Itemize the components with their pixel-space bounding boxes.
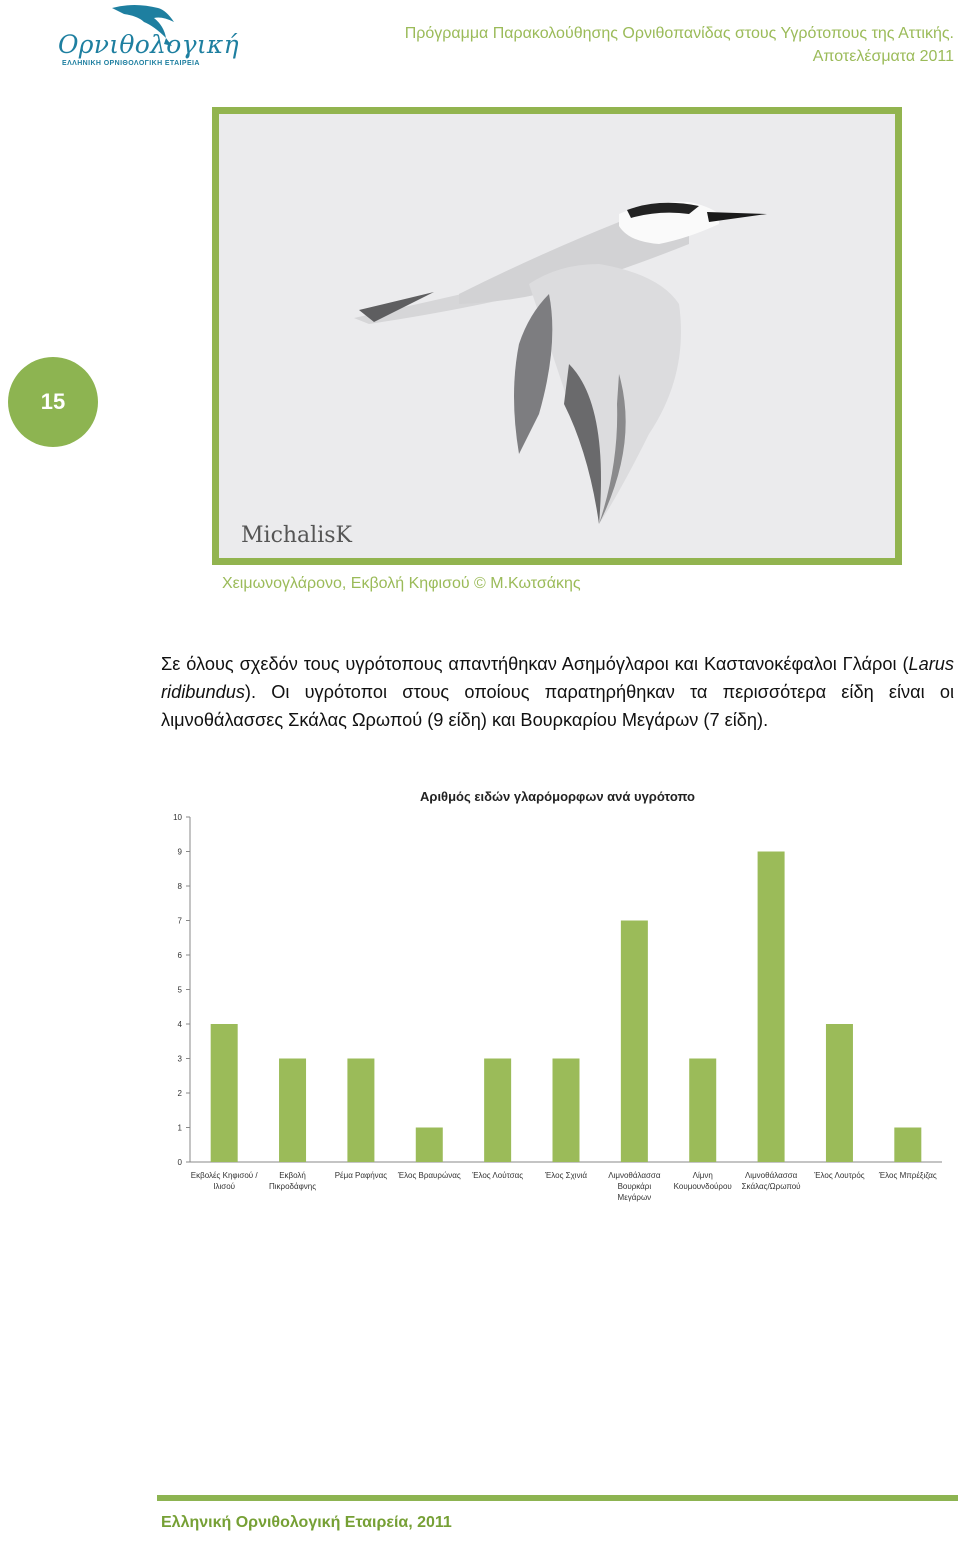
x-tick-label: Λιμνοθάλασσα bbox=[608, 1171, 661, 1180]
header-title-line2: Αποτελέσματα 2011 bbox=[812, 48, 954, 65]
x-tick-label: Λιμνοθάλασσα bbox=[744, 1171, 798, 1180]
x-tick-label: Έλος Λούτσας bbox=[472, 1171, 524, 1180]
logo-subtitle: ΕΛΛΗΝΙΚΗ ΟΡΝΙΘΟΛΟΓΙΚΗ ΕΤΑΙΡΕΙΑ bbox=[62, 60, 200, 67]
body-text-part1: Σε όλους σχεδόν τους υγρότοπους απαντήθηκαν Ασημόγλαροι και Καστανοκέφαλοι Γλάροι ( bbox=[161, 654, 909, 674]
footer-text: Ελληνική Ορνιθολογική Εταιρεία, 2011 bbox=[161, 1514, 452, 1531]
footer-divider bbox=[157, 1495, 958, 1501]
logo bbox=[54, 2, 239, 72]
bar bbox=[484, 1059, 511, 1163]
document-header bbox=[405, 22, 954, 68]
x-tick-label: Έλος Λουτρός bbox=[814, 1171, 865, 1180]
bar-chart bbox=[160, 780, 950, 1210]
x-tick-label: Εκβολή bbox=[279, 1171, 306, 1180]
y-tick-label: 3 bbox=[177, 1054, 182, 1064]
x-tick-label: Βουρκάρι bbox=[617, 1182, 652, 1191]
header-title-line1: Πρόγραμμα Παρακολούθησης Ορνιθοπανίδας στους Υγρότοπους της Αττικής. bbox=[404, 25, 954, 42]
x-tick-label: Έλος Βραυρώνας bbox=[397, 1171, 461, 1180]
x-tick-label: Ρέμα Ραφήνας bbox=[334, 1171, 388, 1180]
x-tick-label: Έλος Σχινιά bbox=[544, 1171, 588, 1180]
y-tick-label: 7 bbox=[177, 916, 182, 926]
y-tick-label: 4 bbox=[177, 1020, 182, 1029]
y-tick-label: 5 bbox=[177, 985, 182, 995]
y-tick-label: 2 bbox=[177, 1089, 182, 1098]
bar bbox=[894, 1128, 921, 1163]
x-tick-label: Ιλισού bbox=[213, 1182, 236, 1191]
x-tick-label: Κουμουνδούρου bbox=[673, 1182, 732, 1191]
y-tick-label: 9 bbox=[177, 847, 182, 857]
bird-photo bbox=[212, 107, 902, 565]
bar bbox=[689, 1059, 716, 1163]
bar bbox=[211, 1024, 238, 1162]
bar bbox=[826, 1024, 853, 1162]
species-latin-name: Larus ridibundus bbox=[161, 654, 954, 702]
y-tick-label: 10 bbox=[173, 813, 182, 822]
page-number-badge: 15 bbox=[8, 357, 98, 447]
bar bbox=[621, 921, 648, 1163]
body-paragraph bbox=[161, 650, 954, 734]
bar bbox=[347, 1059, 374, 1163]
body-text-part2: ). Οι υγρότοποι στους οποίους παρατηρήθηκαν τα περισσότερα είδη είναι οι λιμνοθάλασσες Σκάλας Ωρωπού (9 είδη) και Βουρκαρίου Μεγάρων (7 είδη). bbox=[161, 682, 954, 730]
bar bbox=[279, 1059, 306, 1163]
x-tick-label: Σκάλας/Ωρωπού bbox=[741, 1182, 801, 1191]
photo-caption: Χειμωνογλάρονο, Εκβολή Κηφισού © Μ.Κωτσάκης bbox=[222, 575, 581, 592]
logo-text: Ορνιθολογική bbox=[58, 30, 239, 59]
bar bbox=[758, 852, 785, 1163]
x-tick-label: Έλος Μπρέξιζας bbox=[878, 1171, 937, 1180]
chart-title: Αριθμός ειδών γλαρόμορφων ανά υγρότοπο bbox=[420, 789, 695, 804]
bar bbox=[416, 1128, 443, 1163]
x-tick-label: Πικροδάφνης bbox=[268, 1182, 317, 1191]
y-tick-label: 1 bbox=[177, 1123, 182, 1133]
x-tick-label: Εκβολές Κηφισού / bbox=[190, 1171, 258, 1180]
x-tick-label: Λίμνη bbox=[692, 1171, 713, 1180]
x-tick-label: Μεγάρων bbox=[617, 1193, 652, 1202]
bar bbox=[553, 1059, 580, 1163]
y-tick-label: 0 bbox=[177, 1158, 182, 1167]
y-tick-label: 6 bbox=[177, 951, 182, 960]
tern-illustration bbox=[219, 114, 895, 558]
photo-watermark: MichalisK bbox=[241, 523, 352, 548]
y-tick-label: 8 bbox=[177, 882, 182, 891]
